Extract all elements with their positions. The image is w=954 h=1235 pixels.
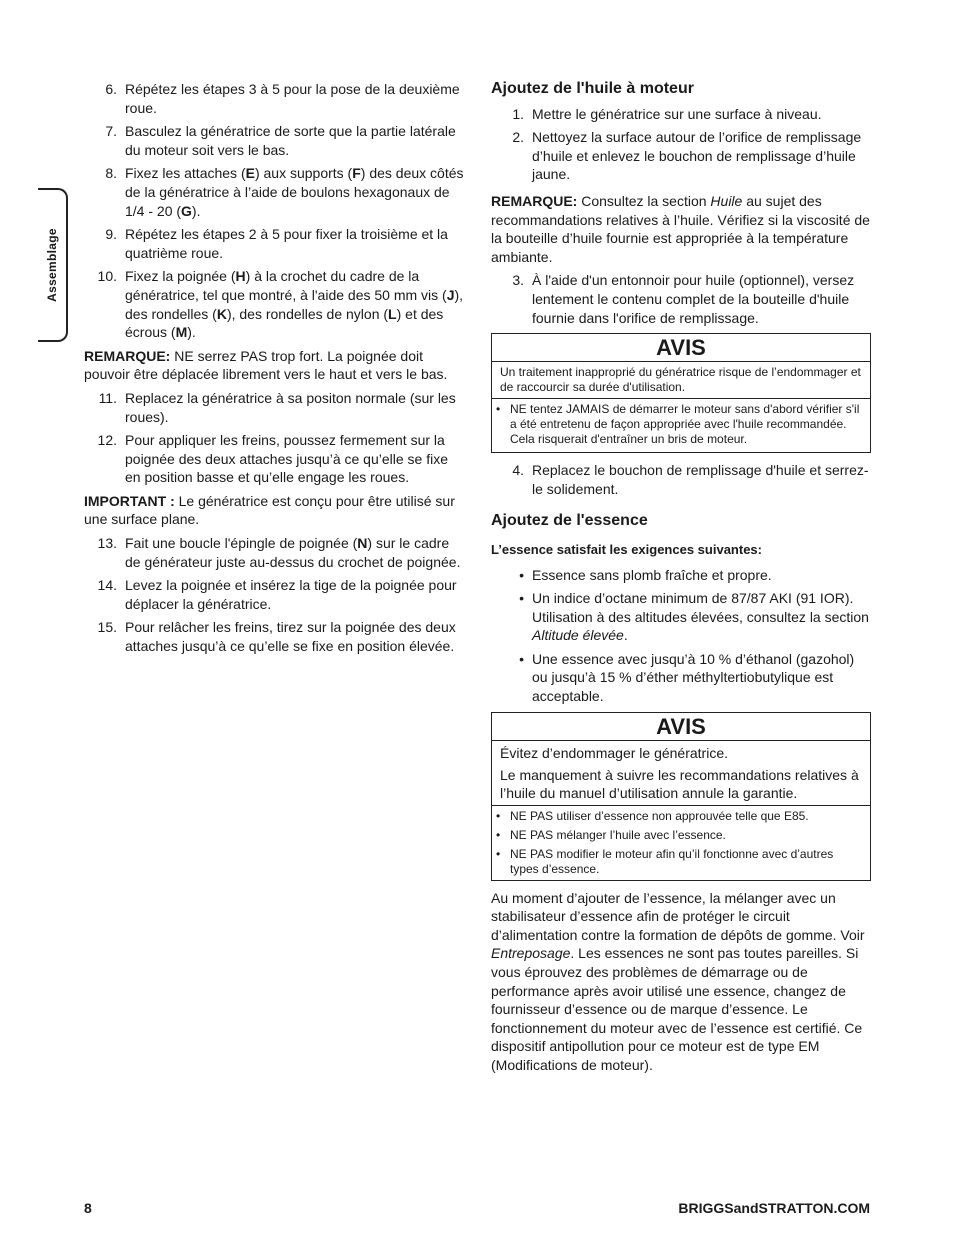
avis-bullet: • NE PAS mélanger l’huile avec l’essence. xyxy=(496,827,726,842)
page-number: 8 xyxy=(84,1200,92,1216)
step-14: 14. Levez la poignée et insérez la tige de la poignée pour déplacer la génératrice. xyxy=(97,577,457,612)
step-11: 11. Replacez la génératrice à sa positon normale (sur les roues). xyxy=(98,389,456,425)
left-column xyxy=(84,80,464,661)
side-tab-label: Assemblage xyxy=(45,228,60,302)
avis-notice-oil xyxy=(491,333,871,453)
oil-remarque: REMARQUE: Consultez la section Huile au sujet des recommandations relatives à l’huile. Vérifiez si la viscosité de la bouteille d’huile fournie est appropriée à la température ambiante. xyxy=(491,192,870,265)
step-12: 12. Pour appliquer les freins, poussez fermement sur la poignée des deux attaches jusqu’à ce qu’elle se fixe en position basse et qu’elle engage les roues. xyxy=(97,432,448,486)
step-13: 13. Fait une boucle l'épingle de poignée (N) sur le cadre de générateur juste au-dessus du crochet de poignée. xyxy=(97,535,461,570)
section-side-tab xyxy=(38,188,68,342)
avis-body-line: Évitez d’endommager le génératrice. xyxy=(500,744,729,761)
right-column xyxy=(491,80,871,1080)
avis-body: Un traitement inapproprié du génératrice risque de l’endommager et de raccourcir sa durée d'utilisation. xyxy=(492,362,870,399)
step-7: 7. Basculez la génératrice de sorte que la partie latérale du moteur soit vers le bas. xyxy=(105,123,456,158)
step-10: 10. Fixez la poignée (H) à la crochet du cadre de la génératrice, tel que montré, à l'aide des 50 mm vis (J), des rondelles (K), des rondelles de nylon (L) et des écrous (M). xyxy=(97,268,464,341)
list-item: • Un indice d’octane minimum de 87/87 AKI (91 IOR). Utilisation à des altitudes élevées, consultez la section Altitude élevée. xyxy=(519,590,869,644)
list-item: • Une essence avec jusqu’à 10 % d’éthanol (gazohol) ou jusqu’à 15 % d’éther méthyltertiobutylique est acceptable. xyxy=(519,650,855,705)
oil-step-3: 3. À l'aide d'un entonnoir pour huile (optionnel), versez lentement le contenu complet de la bouteille d'huile fournie dans l'orifice de remplissage. xyxy=(512,272,855,326)
avis-bullet: • NE PAS modifier le moteur afin qu’il fonctionne avec d’autres types d’essence. xyxy=(496,846,834,876)
avis-notice-fuel xyxy=(491,712,871,881)
fuel-subheading: L’essence satisfait les exigences suivantes: xyxy=(491,541,762,557)
step-15: 15. Pour relâcher les freins, tirez sur la poignée des deux attaches jusqu’à ce qu’elle se fixe en position élevée. xyxy=(97,619,456,655)
step-9: 9. Répétez les étapes 2 à 5 pour fixer la troisième et la quatrième roue. xyxy=(105,226,448,261)
fuel-heading: Ajoutez de l'essence xyxy=(491,512,648,530)
fuel-requirements xyxy=(491,566,871,706)
oil-step-4: 4. Replacez le bouchon de remplissage d'huile et serrez-le solidement. xyxy=(512,462,869,497)
remarque-note: REMARQUE: NE serrez PAS trop fort. La poignée doit pouvoir être déplacée librement vers le haut et vers le bas. xyxy=(84,347,448,383)
oil-step-2: 2. Nettoyez la surface autour de l’orifice de remplissage d’huile et enlevez le bouchon de remplissage d’huile jaune. xyxy=(512,129,862,183)
avis-title: AVIS xyxy=(492,334,870,362)
avis-body-line: Le manquement à suivre les recommandations relatives à l’huile du manuel d’utilisation annule la garantie. xyxy=(500,766,859,801)
step-8: 8. Fixez les attaches (E) aux supports (F) des deux côtés de la génératrice à l’aide de boulons hexagonaux de 1/4 - 20 (G). xyxy=(105,165,464,219)
list-item: • Essence sans plomb fraîche et propre. xyxy=(519,566,772,583)
oil-step-1: 1. Mettre le génératrice sur une surface à niveau. xyxy=(512,105,822,122)
avis-bullet: • NE tentez JAMAIS de démarrer le moteur sans d'abord vérifier s'il a été entretenu de façon appropriée avec l'huile recommandée. Cela risquerait d'entraîner un bris de moteur. xyxy=(496,402,860,447)
avis-title: AVIS xyxy=(492,713,870,741)
website-url: BRIGGSandSTRATTON.COM xyxy=(678,1200,870,1216)
fuel-paragraph: Au moment d’ajouter de l’essence, la mélanger avec un stabilisateur d’essence afin de protéger le circuit d’alimentation contre la formation de dépôts de gomme. Voir Entreposage. Les essences ne sont pas toutes pareilles. Si vous éprouvez des problèmes de démarrage ou de performance après avoir utilisé une essence, changez de fournisseur d’essence ou de marque d’essence. Le fonctionnement du moteur avec de l’essence est certifié. Ce dispositif antipollution pour ce moteur est de type EM (Modifications de moteur). xyxy=(491,889,865,1073)
avis-bullet: • NE PAS utiliser d’essence non approuvée telle que E85. xyxy=(496,808,809,823)
oil-heading: Ajoutez de l'huile à moteur xyxy=(491,80,694,97)
step-6: 6. Répétez les étapes 3 à 5 pour la pose de la deuxième roue. xyxy=(105,81,460,116)
important-note: IMPORTANT : Le génératrice est conçu pour être utilisé sur une surface plane. xyxy=(84,492,455,528)
